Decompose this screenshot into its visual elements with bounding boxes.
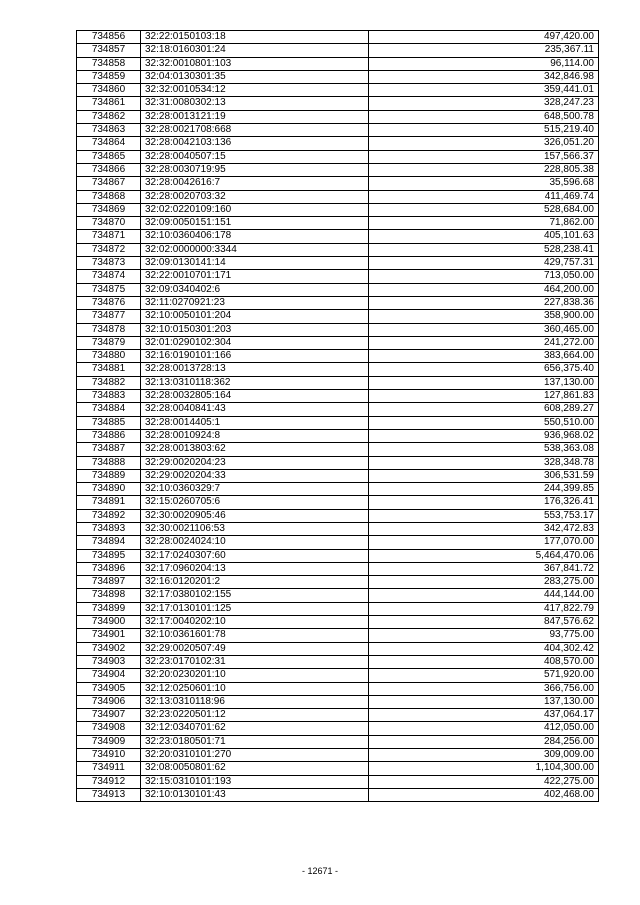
cadastral-number-cell: 32:11:0270921:23 <box>141 296 369 309</box>
cadastral-number-cell: 32:28:0020703:32 <box>141 190 369 203</box>
cadastral-number-cell: 32:15:0260705:6 <box>141 496 369 509</box>
table-row <box>77 124 599 137</box>
cadastral-number-cell: 32:23:0220501:12 <box>141 709 369 722</box>
table-row <box>77 669 599 682</box>
amount-cell: 244,399.85 <box>369 483 599 496</box>
amount-cell: 1,104,300.00 <box>369 762 599 775</box>
amount-cell: 326,051.20 <box>369 137 599 150</box>
table-row <box>77 536 599 549</box>
cadastral-number-cell: 32:28:0042616:7 <box>141 177 369 190</box>
cadastral-number-cell: 32:10:0050101:204 <box>141 310 369 323</box>
cadastral-number-cell: 32:28:0040507:15 <box>141 150 369 163</box>
data-table <box>76 30 599 802</box>
cadastral-number-cell: 32:20:0310101:270 <box>141 749 369 762</box>
record-id-cell: 734862 <box>77 110 141 123</box>
table-row <box>77 403 599 416</box>
record-id-cell: 734903 <box>77 655 141 668</box>
record-id-cell: 734879 <box>77 336 141 349</box>
table-row <box>77 336 599 349</box>
record-id-cell: 734913 <box>77 788 141 801</box>
amount-cell: 429,757.31 <box>369 257 599 270</box>
record-id-cell: 734893 <box>77 522 141 535</box>
record-id-cell: 734890 <box>77 483 141 496</box>
table-row <box>77 150 599 163</box>
amount-cell: 283,275.00 <box>369 576 599 589</box>
table-body <box>77 31 599 802</box>
record-id-cell: 734860 <box>77 84 141 97</box>
amount-cell: 497,420.00 <box>369 31 599 44</box>
cadastral-number-cell: 32:10:0150301:203 <box>141 323 369 336</box>
record-id-cell: 734905 <box>77 682 141 695</box>
amount-cell: 328,348.78 <box>369 456 599 469</box>
cadastral-number-cell: 32:28:0013121:19 <box>141 110 369 123</box>
cadastral-number-cell: 32:28:0030719:95 <box>141 163 369 176</box>
amount-cell: 847,576.62 <box>369 616 599 629</box>
table-row <box>77 70 599 83</box>
table-row <box>77 762 599 775</box>
cadastral-number-cell: 32:17:0130101:125 <box>141 602 369 615</box>
amount-cell: 235,367.11 <box>369 44 599 57</box>
amount-cell: 608,289.27 <box>369 403 599 416</box>
table-row <box>77 709 599 722</box>
cadastral-number-cell: 32:28:0040841:43 <box>141 403 369 416</box>
cadastral-number-cell: 32:32:0010534:12 <box>141 84 369 97</box>
cadastral-number-cell: 32:28:0010924:8 <box>141 429 369 442</box>
record-id-cell: 734857 <box>77 44 141 57</box>
table-row <box>77 376 599 389</box>
record-id-cell: 734902 <box>77 642 141 655</box>
amount-cell: 538,363.08 <box>369 443 599 456</box>
record-id-cell: 734884 <box>77 403 141 416</box>
amount-cell: 306,531.59 <box>369 469 599 482</box>
cadastral-number-cell: 32:28:0013803:62 <box>141 443 369 456</box>
record-id-cell: 734906 <box>77 695 141 708</box>
table-row <box>77 310 599 323</box>
table-row <box>77 576 599 589</box>
amount-cell: 157,566.37 <box>369 150 599 163</box>
cadastral-number-cell: 32:04:0130301:35 <box>141 70 369 83</box>
table-row <box>77 257 599 270</box>
table-row <box>77 217 599 230</box>
record-id-cell: 734875 <box>77 283 141 296</box>
table-row <box>77 655 599 668</box>
table-row <box>77 722 599 735</box>
table-row <box>77 296 599 309</box>
table-row <box>77 682 599 695</box>
cadastral-number-cell: 32:12:0250601:10 <box>141 682 369 695</box>
amount-cell: 342,472.83 <box>369 522 599 535</box>
amount-cell: 515,219.40 <box>369 124 599 137</box>
record-id-cell: 734878 <box>77 323 141 336</box>
amount-cell: 444,144.00 <box>369 589 599 602</box>
record-id-cell: 734864 <box>77 137 141 150</box>
table-row <box>77 177 599 190</box>
cadastral-number-cell: 32:08:0050801:62 <box>141 762 369 775</box>
amount-cell: 936,968.02 <box>369 429 599 442</box>
table-row <box>77 110 599 123</box>
table-row <box>77 695 599 708</box>
record-id-cell: 734907 <box>77 709 141 722</box>
amount-cell: 328,247.23 <box>369 97 599 110</box>
table-row <box>77 549 599 562</box>
table-row <box>77 137 599 150</box>
table-row <box>77 562 599 575</box>
table-row <box>77 350 599 363</box>
amount-cell: 359,441.01 <box>369 84 599 97</box>
record-id-cell: 734858 <box>77 57 141 70</box>
record-id-cell: 734894 <box>77 536 141 549</box>
record-id-cell: 734872 <box>77 243 141 256</box>
cadastral-number-cell: 32:22:0010701:171 <box>141 270 369 283</box>
table-row <box>77 163 599 176</box>
amount-cell: 405,101.63 <box>369 230 599 243</box>
table-row <box>77 230 599 243</box>
cadastral-number-cell: 32:28:0021708:668 <box>141 124 369 137</box>
amount-cell: 284,256.00 <box>369 735 599 748</box>
amount-cell: 550,510.00 <box>369 416 599 429</box>
amount-cell: 404,302.42 <box>369 642 599 655</box>
table-row <box>77 31 599 44</box>
record-id-cell: 734891 <box>77 496 141 509</box>
amount-cell: 713,050.00 <box>369 270 599 283</box>
cadastral-number-cell: 32:10:0361601:78 <box>141 629 369 642</box>
amount-cell: 358,900.00 <box>369 310 599 323</box>
table-row <box>77 363 599 376</box>
table-row <box>77 642 599 655</box>
record-id-cell: 734908 <box>77 722 141 735</box>
amount-cell: 96,114.00 <box>369 57 599 70</box>
cadastral-number-cell: 32:28:0014405:1 <box>141 416 369 429</box>
cadastral-number-cell: 32:12:0340701:62 <box>141 722 369 735</box>
amount-cell: 571,920.00 <box>369 669 599 682</box>
record-id-cell: 734892 <box>77 509 141 522</box>
record-id-cell: 734912 <box>77 775 141 788</box>
table-row <box>77 323 599 336</box>
record-id-cell: 734887 <box>77 443 141 456</box>
amount-cell: 367,841.72 <box>369 562 599 575</box>
amount-cell: 137,130.00 <box>369 695 599 708</box>
cadastral-number-cell: 32:10:0130101:43 <box>141 788 369 801</box>
record-id-cell: 734904 <box>77 669 141 682</box>
table-row <box>77 496 599 509</box>
record-id-cell: 734909 <box>77 735 141 748</box>
amount-cell: 528,684.00 <box>369 203 599 216</box>
amount-cell: 35,596.68 <box>369 177 599 190</box>
page-number: - 12671 - <box>301 866 339 876</box>
amount-cell: 309,009.00 <box>369 749 599 762</box>
amount-cell: 464,200.00 <box>369 283 599 296</box>
cadastral-number-cell: 32:10:0360406:178 <box>141 230 369 243</box>
amount-cell: 177,070.00 <box>369 536 599 549</box>
table-row <box>77 589 599 602</box>
record-id-cell: 734866 <box>77 163 141 176</box>
record-id-cell: 734882 <box>77 376 141 389</box>
table-row <box>77 84 599 97</box>
cadastral-number-cell: 32:29:0020204:33 <box>141 469 369 482</box>
record-id-cell: 734901 <box>77 629 141 642</box>
table-row <box>77 390 599 403</box>
record-id-cell: 734898 <box>77 589 141 602</box>
record-id-cell: 734900 <box>77 616 141 629</box>
cadastral-number-cell: 32:22:0150103:18 <box>141 31 369 44</box>
record-id-cell: 734911 <box>77 762 141 775</box>
cadastral-number-cell: 32:16:0190101:166 <box>141 350 369 363</box>
record-id-cell: 734876 <box>77 296 141 309</box>
record-id-cell: 734873 <box>77 257 141 270</box>
cadastral-number-cell: 32:32:0010801:103 <box>141 57 369 70</box>
cadastral-number-cell: 32:09:0340402:6 <box>141 283 369 296</box>
record-id-cell: 734883 <box>77 390 141 403</box>
record-id-cell: 734896 <box>77 562 141 575</box>
cadastral-number-cell: 32:28:0013728:13 <box>141 363 369 376</box>
cadastral-number-cell: 32:18:0160301:24 <box>141 44 369 57</box>
cadastral-number-cell: 32:30:0020905:46 <box>141 509 369 522</box>
table-row <box>77 483 599 496</box>
record-id-cell: 734897 <box>77 576 141 589</box>
table-row <box>77 97 599 110</box>
record-id-cell: 734874 <box>77 270 141 283</box>
table-row <box>77 190 599 203</box>
record-id-cell: 734861 <box>77 97 141 110</box>
cadastral-number-cell: 32:28:0024024:10 <box>141 536 369 549</box>
amount-cell: 176,326.41 <box>369 496 599 509</box>
cadastral-number-cell: 32:01:0290102:304 <box>141 336 369 349</box>
cadastral-number-cell: 32:02:0000000:3344 <box>141 243 369 256</box>
cadastral-number-cell: 32:30:0021106:53 <box>141 522 369 535</box>
record-id-cell: 734868 <box>77 190 141 203</box>
record-id-cell: 734871 <box>77 230 141 243</box>
table-row <box>77 443 599 456</box>
amount-cell: 417,822.79 <box>369 602 599 615</box>
table-row <box>77 44 599 57</box>
cadastral-number-cell: 32:09:0050151:151 <box>141 217 369 230</box>
record-id-cell: 734910 <box>77 749 141 762</box>
record-id-cell: 734865 <box>77 150 141 163</box>
amount-cell: 366,756.00 <box>369 682 599 695</box>
table-row <box>77 509 599 522</box>
table-row <box>77 429 599 442</box>
cadastral-number-cell: 32:13:0310118:96 <box>141 695 369 708</box>
cadastral-number-cell: 32:15:0310101:193 <box>141 775 369 788</box>
table-row <box>77 270 599 283</box>
record-id-cell: 734859 <box>77 70 141 83</box>
amount-cell: 412,050.00 <box>369 722 599 735</box>
table-row <box>77 788 599 801</box>
record-id-cell: 734880 <box>77 350 141 363</box>
amount-cell: 528,238.41 <box>369 243 599 256</box>
record-id-cell: 734886 <box>77 429 141 442</box>
amount-cell: 360,465.00 <box>369 323 599 336</box>
amount-cell: 553,753.17 <box>369 509 599 522</box>
record-id-cell: 734888 <box>77 456 141 469</box>
amount-cell: 383,664.00 <box>369 350 599 363</box>
table-row <box>77 775 599 788</box>
record-id-cell: 734899 <box>77 602 141 615</box>
amount-cell: 228,805.38 <box>369 163 599 176</box>
table-row <box>77 283 599 296</box>
cadastral-number-cell: 32:23:0180501:71 <box>141 735 369 748</box>
amount-cell: 127,861.83 <box>369 390 599 403</box>
table-row <box>77 735 599 748</box>
table-row <box>77 469 599 482</box>
cadastral-number-cell: 32:09:0130141:14 <box>141 257 369 270</box>
cadastral-number-cell: 32:17:0240307:60 <box>141 549 369 562</box>
amount-cell: 408,570.00 <box>369 655 599 668</box>
cadastral-number-cell: 32:28:0042103:136 <box>141 137 369 150</box>
record-id-cell: 734869 <box>77 203 141 216</box>
cadastral-number-cell: 32:29:0020507:49 <box>141 642 369 655</box>
amount-cell: 5,464,470.06 <box>369 549 599 562</box>
cadastral-number-cell: 32:10:0360329:7 <box>141 483 369 496</box>
amount-cell: 93,775.00 <box>369 629 599 642</box>
amount-cell: 402,468.00 <box>369 788 599 801</box>
table-row <box>77 57 599 70</box>
record-id-cell: 734863 <box>77 124 141 137</box>
cadastral-number-cell: 32:17:0960204:13 <box>141 562 369 575</box>
record-id-cell: 734885 <box>77 416 141 429</box>
record-id-cell: 734881 <box>77 363 141 376</box>
cadastral-number-cell: 32:16:0120201:2 <box>141 576 369 589</box>
table-row <box>77 522 599 535</box>
table-row <box>77 749 599 762</box>
cadastral-number-cell: 32:17:0040202:10 <box>141 616 369 629</box>
record-id-cell: 734895 <box>77 549 141 562</box>
amount-cell: 137,130.00 <box>369 376 599 389</box>
amount-cell: 422,275.00 <box>369 775 599 788</box>
amount-cell: 342,846.98 <box>369 70 599 83</box>
cadastral-number-cell: 32:13:0310118:362 <box>141 376 369 389</box>
cadastral-number-cell: 32:23:0170102:31 <box>141 655 369 668</box>
cadastral-number-cell: 32:31:0080302:13 <box>141 97 369 110</box>
amount-cell: 656,375.40 <box>369 363 599 376</box>
table-row <box>77 629 599 642</box>
record-id-cell: 734870 <box>77 217 141 230</box>
amount-cell: 437,064.17 <box>369 709 599 722</box>
record-id-cell: 734856 <box>77 31 141 44</box>
table-row <box>77 616 599 629</box>
cadastral-number-cell: 32:28:0032805:164 <box>141 390 369 403</box>
amount-cell: 241,272.00 <box>369 336 599 349</box>
amount-cell: 411,469.74 <box>369 190 599 203</box>
cadastral-number-cell: 32:20:0230201:10 <box>141 669 369 682</box>
amount-cell: 648,500.78 <box>369 110 599 123</box>
cadastral-number-cell: 32:29:0020204:23 <box>141 456 369 469</box>
table-row <box>77 602 599 615</box>
table-row <box>77 243 599 256</box>
table-row <box>77 456 599 469</box>
record-id-cell: 734867 <box>77 177 141 190</box>
table-row <box>77 203 599 216</box>
table-row <box>77 416 599 429</box>
cadastral-number-cell: 32:17:0380102:155 <box>141 589 369 602</box>
amount-cell: 227,838.36 <box>369 296 599 309</box>
amount-cell: 71,862.00 <box>369 217 599 230</box>
cadastral-number-cell: 32:02:0220109:160 <box>141 203 369 216</box>
record-id-cell: 734877 <box>77 310 141 323</box>
record-id-cell: 734889 <box>77 469 141 482</box>
